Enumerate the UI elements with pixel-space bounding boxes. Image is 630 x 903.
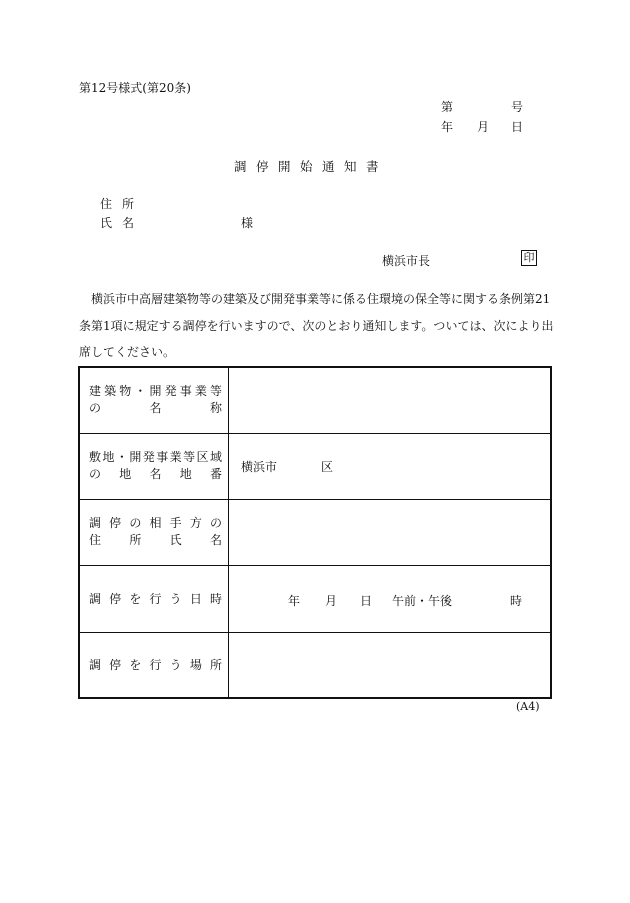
counterparty-label-line1: 調停の相手方の xyxy=(89,516,222,530)
mediation-datetime-label: 調停を行う日時 xyxy=(89,592,222,606)
site-location-label-cell xyxy=(79,433,229,499)
table-row xyxy=(79,499,551,565)
building-name-value-cell xyxy=(229,367,552,433)
building-name-label-line2: の名称 xyxy=(89,401,222,416)
mediation-datetime-label-cell xyxy=(79,565,229,632)
datetime-month: 月 xyxy=(325,593,338,608)
datetime-day: 日 xyxy=(360,593,373,608)
counterparty-label-cell xyxy=(79,499,229,565)
mediation-place-label-cell xyxy=(79,632,229,698)
site-location-ward: 区 xyxy=(321,459,334,474)
mediation-details-table xyxy=(78,366,552,699)
notice-body-text: 横浜市中高層建築物等の建築及び開発事業等に係る住環境の保全等に関する条例第21条第1項に規定する調停を行いますので、次のとおり通知します。ついては、次により出席してください。 xyxy=(79,292,554,359)
datetime-ampm: 午前・午後 xyxy=(392,593,453,608)
building-name-label-cell xyxy=(79,367,229,433)
site-location-label-line2: の地名地番 xyxy=(89,467,222,481)
mediation-place-label: 調停を行う場所 xyxy=(89,658,222,673)
mediation-place-value-cell xyxy=(229,632,552,698)
sender-title: 横浜市長 xyxy=(382,254,431,268)
table-row xyxy=(79,632,551,698)
document-title: 調停開始通知書 xyxy=(234,159,389,174)
site-location-value-cell xyxy=(229,433,552,499)
mediation-datetime-value-cell xyxy=(229,565,552,632)
site-location-label-line1: 敷地・開発事業等区域 xyxy=(89,450,222,464)
date-year: 年 xyxy=(441,120,454,134)
form-number: 第12号様式(第20条) xyxy=(79,81,191,95)
document-number-suffix: 号 xyxy=(511,100,524,114)
date-day: 日 xyxy=(511,120,524,134)
table-row xyxy=(79,433,551,499)
building-name-label-line1: 建築物・開発事業等 xyxy=(89,384,222,399)
recipient-name-label: 氏名 xyxy=(100,216,145,230)
date-month: 月 xyxy=(477,120,490,134)
seal-mark: 印 xyxy=(521,250,537,266)
site-location-city: 横浜市 xyxy=(241,459,278,474)
counterparty-value-cell xyxy=(229,499,552,565)
table-row xyxy=(79,367,551,433)
recipient-honorific: 様 xyxy=(241,216,254,230)
paper-size-note: (A4) xyxy=(516,700,540,713)
recipient-address-label: 住所 xyxy=(100,197,145,211)
document-number-prefix: 第 xyxy=(441,100,454,114)
counterparty-label-line2: 住所氏名 xyxy=(89,533,222,547)
datetime-year: 年 xyxy=(288,593,301,608)
table-row xyxy=(79,565,551,632)
datetime-hour: 時 xyxy=(510,593,523,608)
